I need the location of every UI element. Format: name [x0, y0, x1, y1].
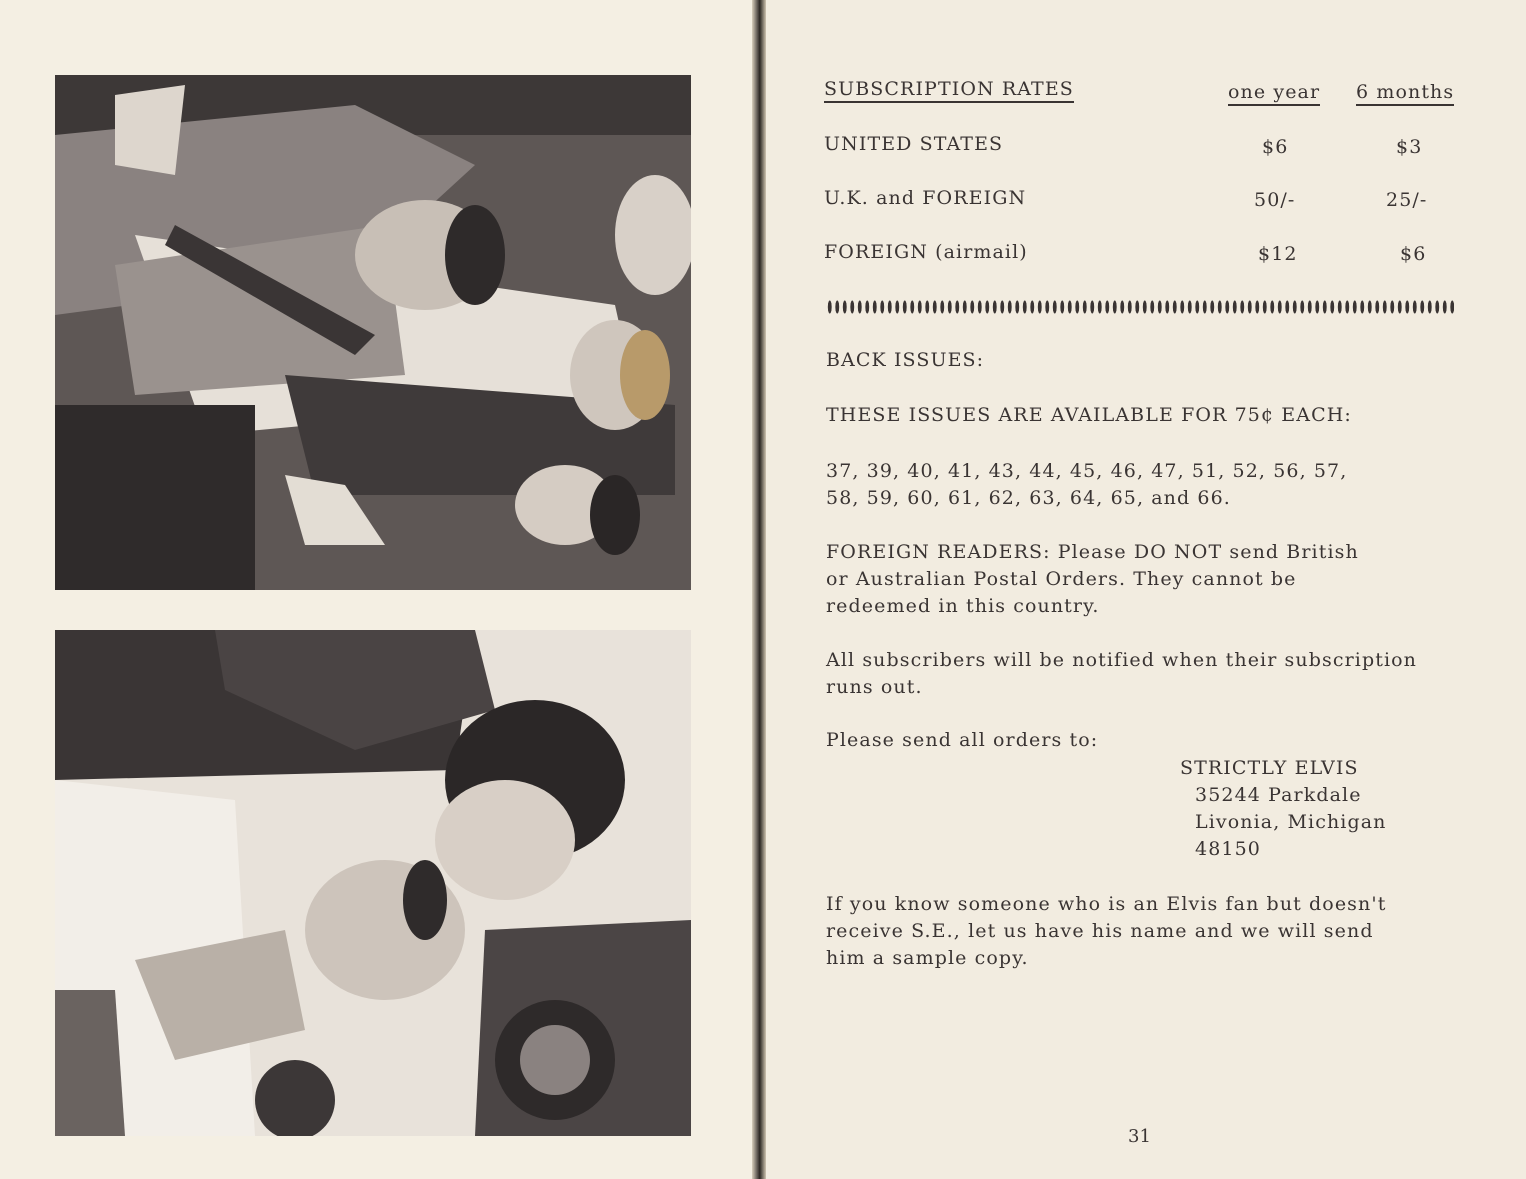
- rate-row-one-year: $6: [1262, 136, 1289, 158]
- notification-line: All subscribers will be notified when their subscription: [826, 649, 1418, 671]
- referral-line: him a sample copy.: [826, 947, 1029, 969]
- foreign-readers-line: FOREIGN READERS: Please DO NOT send British: [826, 541, 1359, 563]
- foreign-readers-line: or Australian Postal Orders. They cannot be: [826, 568, 1297, 590]
- back-issues-list: [826, 458, 1347, 512]
- col-six-months: 6 months: [1356, 81, 1454, 106]
- photo-group-image: [55, 75, 691, 590]
- back-issues-availability: THESE ISSUES ARE AVAILABLE FOR 75¢ EACH:: [826, 404, 1352, 426]
- back-issues-list-line: 58, 59, 60, 61, 62, 63, 64, 65, and 66.: [826, 487, 1231, 509]
- referral-line: If you know someone who is an Elvis fan but doesn't: [826, 893, 1387, 915]
- right-page: [766, 0, 1526, 1179]
- left-page: [0, 0, 752, 1179]
- address-zip: 48150: [1195, 838, 1261, 860]
- referral-notice: [826, 891, 1386, 972]
- address-street: 35244 Parkdale: [1195, 784, 1362, 806]
- subscription-heading: SUBSCRIPTION RATES: [824, 78, 1074, 103]
- orders-intro: Please send all orders to:: [826, 729, 1099, 751]
- back-issues-heading: BACK ISSUES:: [826, 349, 985, 371]
- rate-row-region: U.K. and FOREIGN: [824, 187, 1027, 209]
- rate-row-region: FOREIGN (airmail): [824, 241, 1028, 263]
- address-city: Livonia, Michigan: [1195, 811, 1387, 833]
- book-spine: [752, 0, 766, 1179]
- photo-closeup-image: [55, 630, 691, 1136]
- mailing-address: [1180, 755, 1387, 863]
- rate-row-six-months: 25/-: [1386, 189, 1428, 211]
- referral-line: receive S.E., let us have his name and we will send: [826, 920, 1374, 942]
- foreign-readers-line: redeemed in this country.: [826, 595, 1100, 617]
- rate-row-six-months: $3: [1396, 136, 1423, 158]
- col-one-year: one year: [1228, 81, 1320, 106]
- rate-row-region: UNITED STATES: [824, 133, 1004, 155]
- address-name: STRICTLY ELVIS: [1180, 757, 1359, 779]
- notification-line: runs out.: [826, 676, 923, 698]
- page-number: 31: [1128, 1126, 1151, 1147]
- decorative-divider: [826, 296, 1454, 318]
- rate-row-six-months: $6: [1400, 243, 1427, 265]
- rate-row-one-year: 50/-: [1254, 189, 1296, 211]
- photo-two-men-closeup: [55, 630, 691, 1136]
- photo-group-with-men: [55, 75, 691, 590]
- notification-notice: [826, 647, 1417, 701]
- back-issues-list-line: 37, 39, 40, 41, 43, 44, 45, 46, 47, 51, 52, 56, 57,: [826, 460, 1348, 482]
- rate-row-one-year: $12: [1258, 243, 1298, 265]
- foreign-readers-notice: [826, 539, 1359, 620]
